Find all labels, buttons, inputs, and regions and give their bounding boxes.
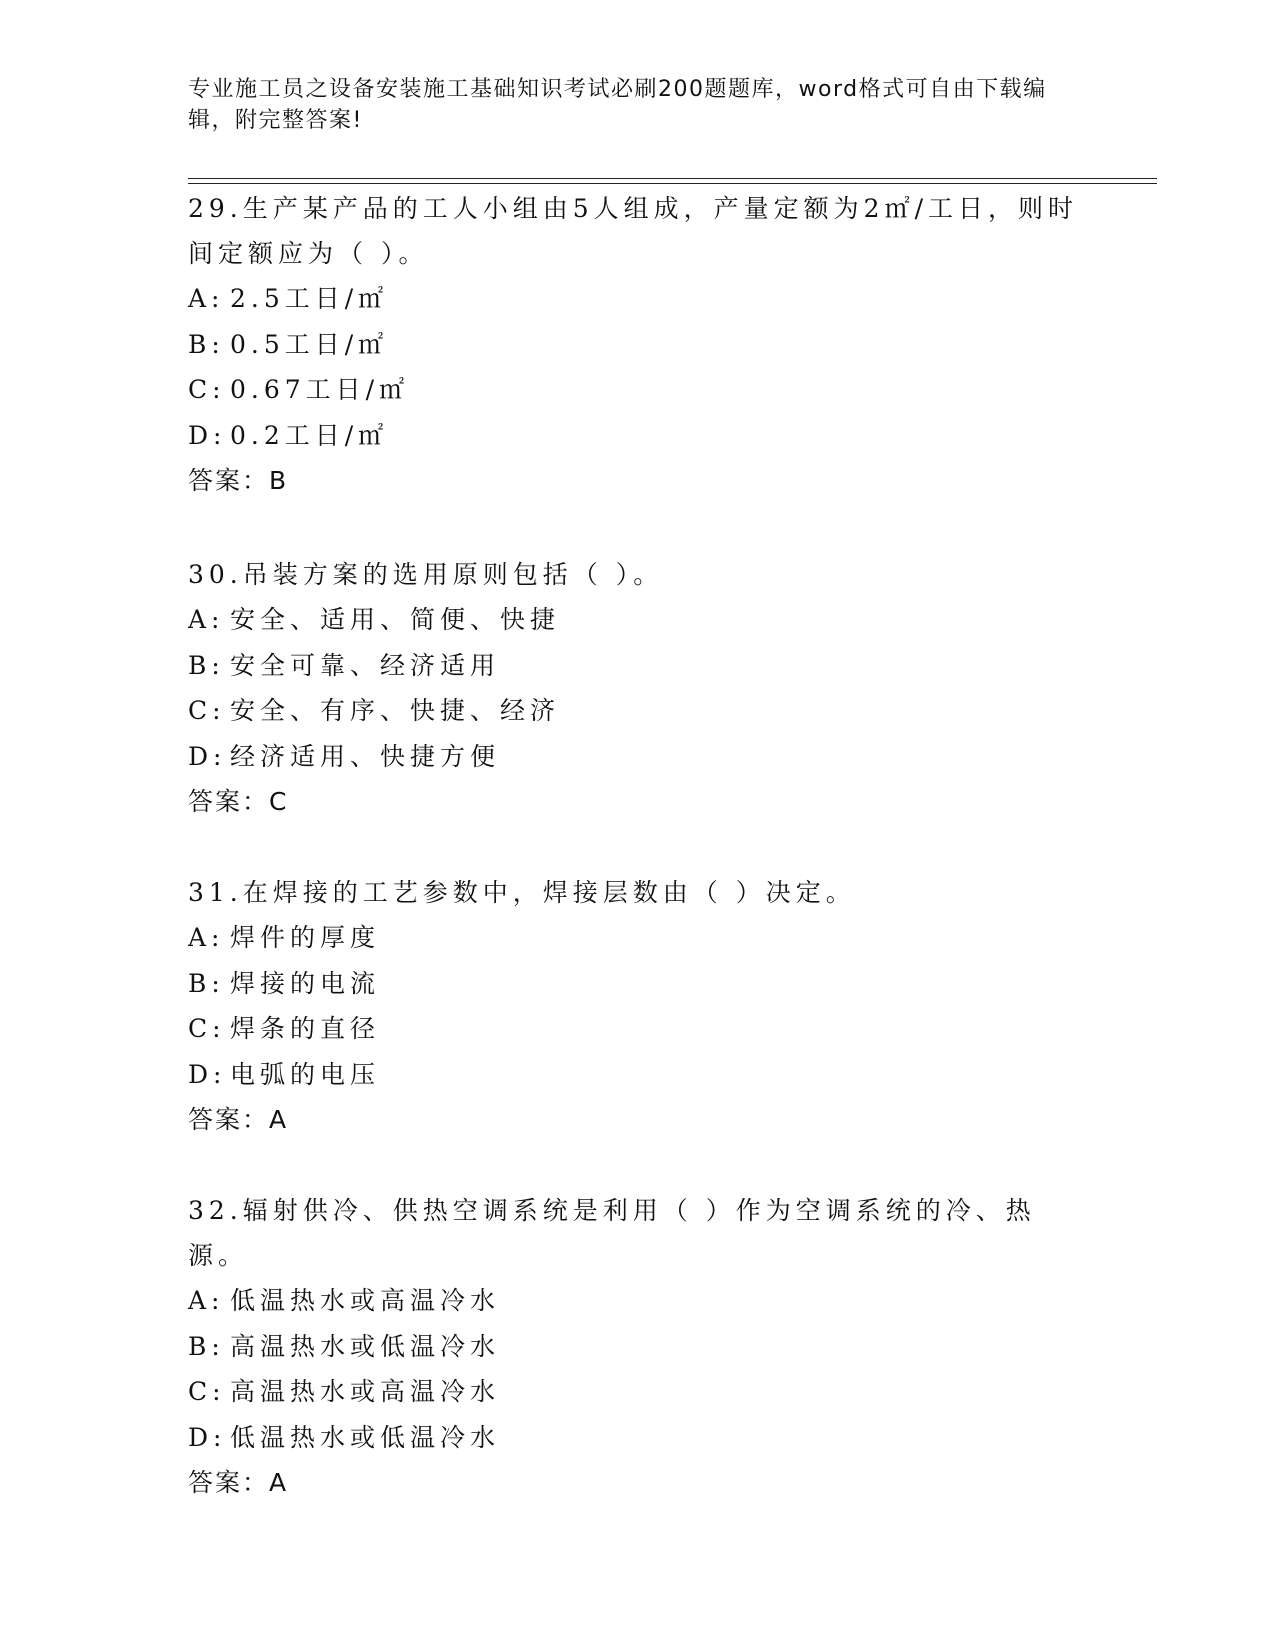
- question-29: [188, 186, 1088, 504]
- answer: 答案：A: [188, 1468, 289, 1497]
- option-text: 经济适用、快捷方便: [230, 741, 501, 771]
- option-text: 高温热水或低温冷水: [230, 1331, 501, 1361]
- header-divider-bottom: [188, 183, 1157, 184]
- option-text: 低温热水或低温冷水: [230, 1422, 501, 1452]
- question-31: [188, 870, 1088, 1143]
- option-text: 安全、有序、快捷、经济: [230, 696, 561, 725]
- question-30: [188, 552, 1088, 825]
- option-letter: D:: [188, 741, 227, 771]
- option-letter: D:: [188, 1422, 227, 1452]
- option-text: 安全、适用、简便、快捷: [230, 605, 561, 634]
- option-letter: A:: [188, 1286, 225, 1315]
- question-32: [188, 1188, 1088, 1506]
- option-letter: B:: [188, 1331, 225, 1361]
- option-letter: A:: [188, 284, 225, 313]
- option-letter: B:: [188, 968, 225, 998]
- option-a: [188, 915, 1088, 961]
- option-c: [188, 1006, 1088, 1052]
- option-c: [188, 367, 1088, 413]
- option-b: [188, 1324, 1088, 1370]
- option-letter: C:: [188, 1014, 226, 1043]
- option-text: 焊件的厚度: [230, 923, 381, 952]
- option-letter: D:: [188, 1059, 227, 1089]
- question-text: 29.生产某产品的工人小组由5人组成，产量定额为2㎡/工日，则时间定额应为（ ）。: [188, 194, 1078, 268]
- option-b: [188, 961, 1088, 1007]
- document-title: 专业施工员之设备安装施工基础知识考试必刷200题题库，word格式可自由下载编辑，附完整答案!: [188, 77, 1047, 133]
- question-text: 30.吊装方案的选用原则包括（ ）。: [188, 560, 664, 589]
- option-a: [188, 276, 1088, 322]
- answer: 答案：B: [188, 466, 289, 495]
- option-c: [188, 688, 1088, 734]
- answer: 答案：C: [188, 787, 289, 816]
- option-letter: B:: [188, 329, 225, 359]
- option-text: 焊条的直径: [230, 1014, 381, 1043]
- option-letter: B:: [188, 650, 225, 680]
- option-letter: D:: [188, 420, 227, 450]
- option-text: 2.5工日/㎡: [230, 284, 389, 313]
- option-text: 0.2工日/㎡: [230, 420, 389, 450]
- option-d: [188, 1415, 1088, 1461]
- option-text: 安全可靠、经济适用: [230, 650, 501, 680]
- option-d: [188, 1052, 1088, 1098]
- answer: 答案：A: [188, 1105, 289, 1134]
- option-c: [188, 1369, 1088, 1415]
- document-header: [188, 74, 1068, 136]
- option-b: [188, 322, 1088, 368]
- option-letter: C:: [188, 1377, 226, 1406]
- question-text: 32.辐射供冷、供热空调系统是利用（ ）作为空调系统的冷、热源。: [188, 1196, 1036, 1270]
- option-text: 0.67工日/㎡: [230, 375, 410, 404]
- header-divider-top: [188, 178, 1157, 179]
- option-d: [188, 413, 1088, 459]
- option-text: 高温热水或高温冷水: [230, 1377, 501, 1406]
- option-letter: C:: [188, 375, 226, 404]
- option-d: [188, 734, 1088, 780]
- option-text: 电弧的电压: [230, 1059, 381, 1089]
- option-a: [188, 597, 1088, 643]
- option-text: 焊接的电流: [230, 968, 381, 998]
- option-letter: C:: [188, 696, 226, 725]
- question-text: 31.在焊接的工艺参数中，焊接层数由（ ）决定。: [188, 878, 856, 907]
- option-a: [188, 1278, 1088, 1324]
- option-letter: A:: [188, 605, 225, 634]
- option-text: 0.5工日/㎡: [230, 329, 389, 359]
- option-text: 低温热水或高温冷水: [230, 1286, 501, 1315]
- option-letter: A:: [188, 923, 225, 952]
- option-b: [188, 643, 1088, 689]
